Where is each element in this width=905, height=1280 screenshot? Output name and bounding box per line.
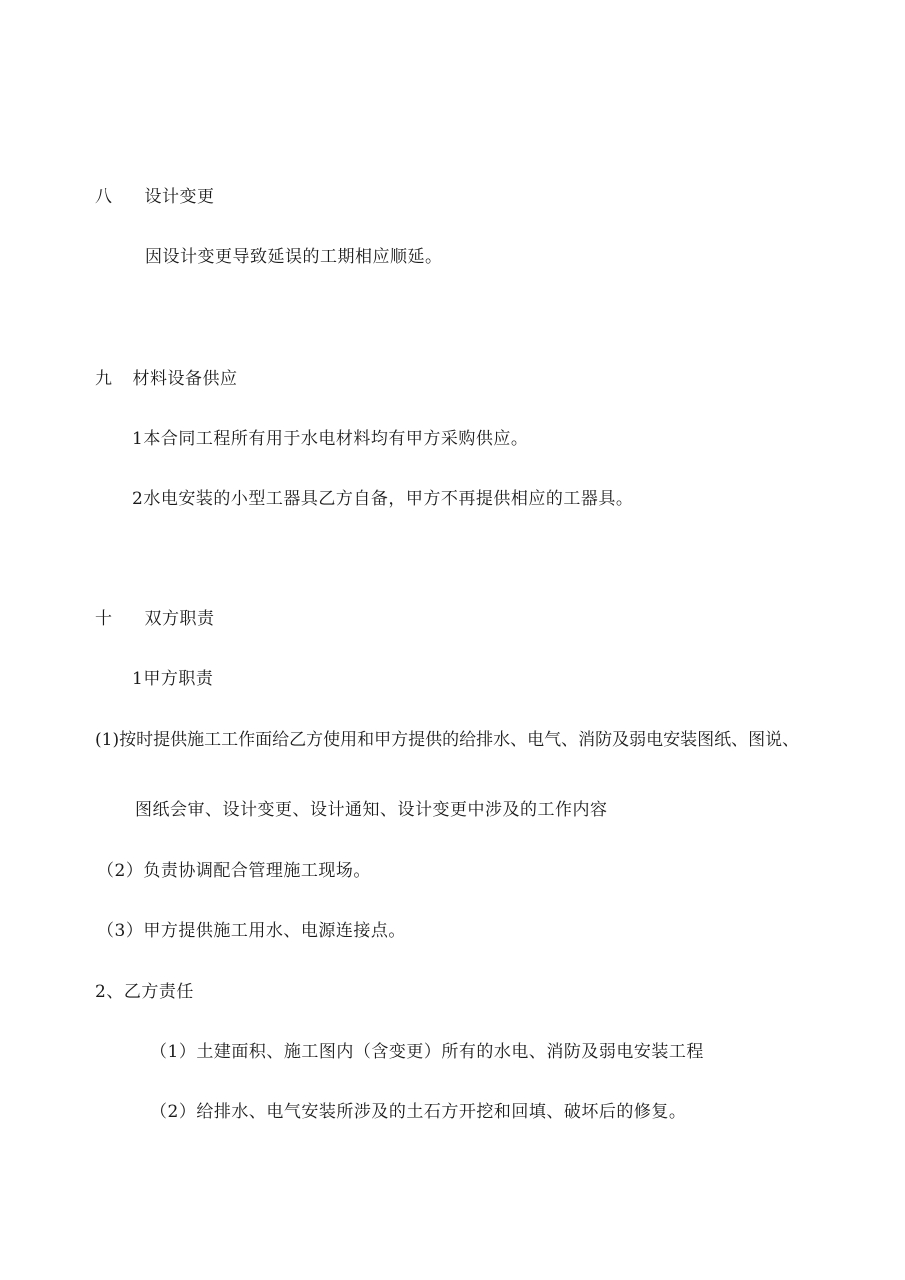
subheading: 1甲方职责 xyxy=(132,669,214,689)
paragraph: 1本合同工程所有用于水电材料均有甲方采购供应。 xyxy=(132,429,529,449)
section-title: 双方职责 xyxy=(144,609,215,629)
section-title: 材料设备供应 xyxy=(132,369,238,389)
list-item: （1）土建面积、施工图内（含变更）所有的水电、消防及弱电安装工程 xyxy=(150,1042,704,1062)
section-heading-10 xyxy=(95,608,215,630)
paragraph: 2水电安装的小型工器具乙方自备，甲方不再提供相应的工器具。 xyxy=(132,489,634,509)
list-item: (1)按时提供施工工作面给乙方使用和甲方提供的给排水、电气、消防及弱电安装图纸、图说、 xyxy=(95,730,800,750)
section-number: 八 xyxy=(95,187,113,207)
section-number: 九 xyxy=(95,369,113,389)
list-item: （2）负责协调配合管理施工现场。 xyxy=(97,861,371,881)
section-number: 十 xyxy=(95,609,113,629)
section-heading-8 xyxy=(95,186,215,208)
section-title: 设计变更 xyxy=(144,187,215,207)
list-item: （2）给排水、电气安装所涉及的土石方开挖和回填、破坏后的修复。 xyxy=(150,1102,687,1122)
section-heading-9 xyxy=(95,368,238,390)
list-item: （3）甲方提供施工用水、电源连接点。 xyxy=(97,921,406,941)
subheading: 2、乙方责任 xyxy=(95,982,194,1002)
paragraph: 因设计变更导致延误的工期相应顺延。 xyxy=(145,247,443,267)
list-item-continuation: 图纸会审、设计变更、设计通知、设计变更中涉及的工作内容 xyxy=(135,800,608,820)
